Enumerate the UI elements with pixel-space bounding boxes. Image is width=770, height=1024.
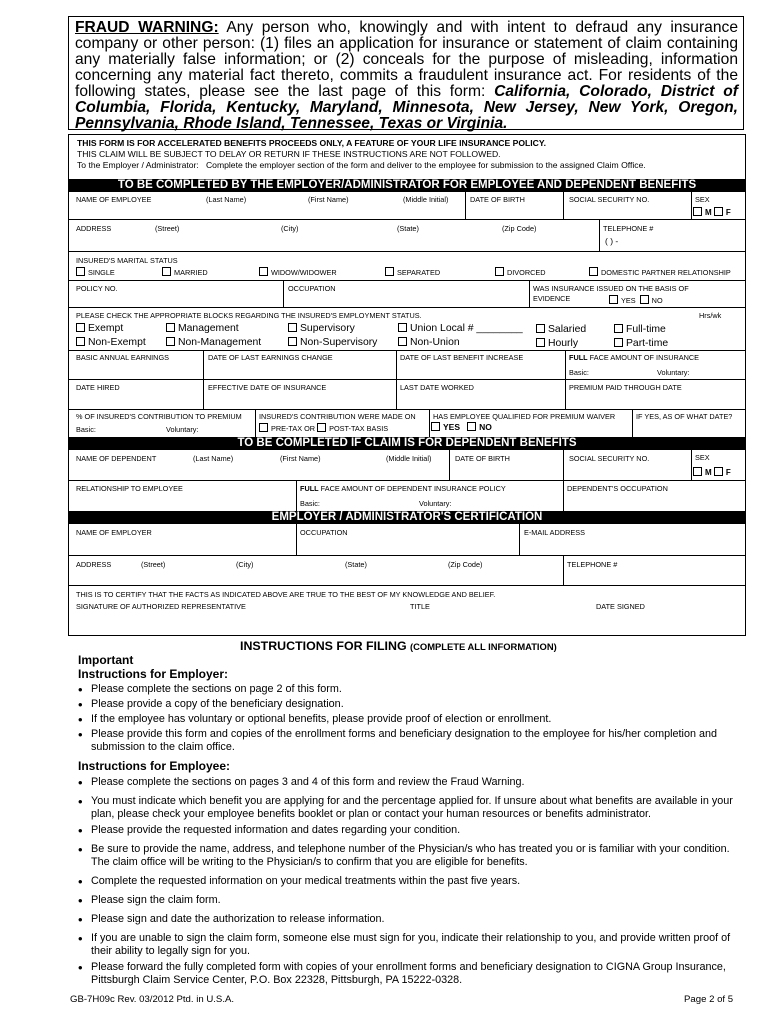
- cert-telephone-label: TELEPHONE #: [567, 560, 618, 569]
- sex-label: SEX: [695, 195, 710, 204]
- list-item: • Please provide a copy of the beneficiary designation.: [78, 698, 738, 711]
- list-item: • If you are unable to sign the claim form, someone else must sign for you, indicate their relationship to you, and provide written proof of their ability to legally sign for you.: [78, 932, 738, 958]
- street-label: (Street): [155, 224, 180, 233]
- single-checkbox[interactable]: [76, 267, 85, 276]
- marital-widow: WIDOW/WIDOWER: [259, 267, 337, 277]
- dep-full-face-label: FULL FACE AMOUNT OF DEPENDENT INSURANCE POLICY: [300, 484, 506, 493]
- non-union-checkbox[interactable]: [398, 337, 407, 346]
- zip-label: (Zip Code): [502, 224, 537, 233]
- phone-format: ( ) -: [605, 236, 619, 246]
- dep-sex-m-checkbox[interactable]: [693, 467, 702, 476]
- title-label: TITLE: [410, 602, 430, 611]
- fraud-warning-box: [68, 16, 744, 130]
- premium-paid-label: PREMIUM PAID THROUGH DATE: [569, 383, 682, 392]
- evidence-label-1: WAS INSURANCE ISSUED ON THE BASIS OF: [533, 284, 689, 293]
- hourly-checkbox[interactable]: [536, 338, 545, 347]
- waiver-no-checkbox[interactable]: [467, 422, 476, 431]
- sex-f-label: F: [725, 208, 731, 217]
- status-part-time: Part-time: [614, 338, 668, 348]
- pct-contribution-label: % OF INSURED'S CONTRIBUTION TO PREMIUM: [76, 412, 242, 421]
- status-non-union: Non-Union: [398, 337, 460, 347]
- contribution-basic-label: Basic:: [76, 425, 96, 434]
- full-time-checkbox[interactable]: [614, 324, 623, 333]
- employment-status-label: PLEASE CHECK THE APPROPRIATE BLOCKS REGARDING THE INSURED'S EMPLOYMENT STATUS.: [76, 311, 422, 320]
- qualified-waiver-label: HAS EMPLOYEE QUALIFIED FOR PREMIUM WAIVER: [433, 412, 616, 421]
- name-of-employee-label: NAME OF EMPLOYEE: [76, 195, 152, 204]
- evidence-label-2: EVIDENCE: [533, 294, 571, 303]
- evidence-no-checkbox[interactable]: [640, 295, 649, 304]
- employer-instructions-list: [78, 683, 738, 754]
- contribution-made-on-label: INSURED'S CONTRIBUTION WERE MADE ON: [259, 412, 416, 421]
- widow-checkbox[interactable]: [259, 267, 268, 276]
- dep-first-name-label: (First Name): [280, 454, 321, 463]
- page-number: Page 2 of 5: [684, 994, 734, 1005]
- last-date-worked-label: LAST DATE WORKED: [400, 383, 474, 392]
- certification-section-bar: EMPLOYER / ADMINISTRATOR'S CERTIFICATION: [69, 511, 745, 524]
- signature-label: SIGNATURE OF AUTHORIZED REPRESENTATIVE: [76, 602, 246, 611]
- evidence-yes-checkbox[interactable]: [609, 295, 618, 304]
- divorced-checkbox[interactable]: [495, 267, 504, 276]
- name-of-dependent-label: NAME OF DEPENDENT: [76, 454, 157, 463]
- full-face-amount-label: FULL FACE AMOUNT OF INSURANCE: [569, 353, 700, 362]
- dep-sex-f-checkbox[interactable]: [714, 467, 723, 476]
- status-union-local: Union Local # ________: [398, 323, 523, 333]
- list-item: • Complete the requested information on your medical treatments within the past five years.: [78, 875, 738, 888]
- name-of-employer-label: NAME OF EMPLOYER: [76, 528, 152, 537]
- marital-separated: SEPARATED: [385, 267, 440, 277]
- address-label: ADDRESS: [76, 224, 112, 233]
- non-management-checkbox[interactable]: [166, 337, 175, 346]
- date-of-birth-label: DATE OF BIRTH: [470, 195, 525, 204]
- sex-f-checkbox[interactable]: [714, 207, 723, 216]
- part-time-checkbox[interactable]: [614, 338, 623, 347]
- status-supervisory: Supervisory: [288, 323, 355, 333]
- form-header-line2: THIS CLAIM WILL BE SUBJECT TO DELAY OR RETURN IF THESE INSTRUCTIONS ARE NOT FOLLOWED.: [77, 149, 501, 159]
- union-local-checkbox[interactable]: [398, 323, 407, 332]
- first-name-label: (First Name): [308, 195, 349, 204]
- marital-divorced: DIVORCED: [495, 267, 546, 277]
- employee-instructions-heading: Instructions for Employee:: [78, 759, 231, 773]
- if-yes-date-label: IF YES, AS OF WHAT DATE?: [636, 412, 733, 421]
- date-last-earnings-change-label: DATE OF LAST EARNINGS CHANGE: [208, 353, 333, 362]
- supervisory-checkbox[interactable]: [288, 323, 297, 332]
- list-item: • Please sign and date the authorization to release information.: [78, 913, 738, 926]
- fraud-warning-text: Any person who, knowingly and with intent to defraud any insurance company or other person: (1) files an application for insurance or statement of claim containing any materially false information; or (2) conceals for the purpose of misleading, information concerning any material fact thereto, commits a fraudulent insurance act. For residents of the following states, please see the last page of this form:: [75, 19, 738, 100]
- status-salaried: Salaried: [536, 324, 586, 334]
- sex-m-label: M: [705, 208, 712, 217]
- non-supervisory-checkbox[interactable]: [288, 337, 297, 346]
- dependent-occupation-label: DEPENDENT'S OCCUPATION: [567, 484, 668, 493]
- certify-statement: THIS IS TO CERTIFY THAT THE FACTS AS INDICATED ABOVE ARE TRUE TO THE BEST OF MY KNOWLEDGE AND BELIEF.: [76, 590, 496, 599]
- list-item: • Please provide this form and copies of the enrollment forms and beneficiary designation to the employee for his/her completion and submission to the claim office.: [78, 728, 738, 754]
- non-exempt-checkbox[interactable]: [76, 337, 85, 346]
- status-management: Management: [166, 323, 239, 333]
- ssn-label: SOCIAL SECURITY NO.: [569, 195, 650, 204]
- employer-section-bar: TO BE COMPLETED BY THE EMPLOYER/ADMINISTRATOR FOR EMPLOYEE AND DEPENDENT BENEFITS: [69, 179, 745, 192]
- dep-last-name-label: (Last Name): [193, 454, 234, 463]
- important-heading: Important: [78, 653, 134, 667]
- list-item: • You must indicate which benefit you are applying for and the percentage applied for. If unsure about what benefits are available in your plan, please check your employee benefits booklet or plan or contact your human resources or benefits administrator.: [78, 795, 738, 821]
- dependent-section-bar: TO BE COMPLETED IF CLAIM IS FOR DEPENDENT BENEFITS: [69, 437, 745, 450]
- dep-basic-label: Basic:: [300, 499, 320, 508]
- list-item: • If the employee has voluntary or optional benefits, please provide proof of election or enrollment.: [78, 713, 738, 726]
- marital-domestic-partner: DOMESTIC PARTNER RELATIONSHIP: [589, 267, 731, 277]
- email-label: E-MAIL ADDRESS: [524, 528, 585, 537]
- marital-single: SINGLE: [76, 267, 115, 277]
- tax-basis-options: PRE-TAX OR POST-TAX BASIS: [259, 423, 388, 433]
- form-header: [69, 135, 745, 171]
- voluntary-label: Voluntary:: [657, 368, 690, 377]
- hrs-wk-label: Hrs/wk: [699, 311, 722, 320]
- cert-street-label: (Street): [141, 560, 166, 569]
- dep-sex-label: SEX: [695, 453, 710, 462]
- effective-date-label: EFFECTIVE DATE OF INSURANCE: [208, 383, 327, 392]
- middle-initial-label: (Middle Initial): [403, 195, 449, 204]
- telephone-label: TELEPHONE #: [603, 224, 654, 233]
- employer-instructions-heading: Instructions for Employer:: [78, 667, 229, 681]
- claim-form: [68, 134, 746, 636]
- occupation-label: OCCUPATION: [288, 284, 336, 293]
- last-name-label: (Last Name): [206, 195, 247, 204]
- marital-status-label: INSURED'S MARITAL STATUS: [76, 256, 178, 265]
- basic-annual-earnings-label: BASIC ANNUAL EARNINGS: [76, 353, 169, 362]
- list-item: • Please complete the sections on page 2 of this form.: [78, 683, 738, 696]
- status-full-time: Full-time: [614, 324, 666, 334]
- dep-ssn-label: SOCIAL SECURITY NO.: [569, 454, 650, 463]
- status-exempt: Exempt: [76, 323, 123, 333]
- waiver-yes-checkbox[interactable]: [431, 422, 440, 431]
- status-non-management: Non-Management: [166, 337, 261, 347]
- list-item: • Please forward the fully completed form with copies of your enrollment forms and beneficiary designation to CIGNA Group Insurance, Pittsburgh Claim Service Center, P.O. Box 22328, Pittsburgh, PA 15222-0328.: [78, 961, 738, 987]
- sex-m-checkbox[interactable]: [693, 207, 702, 216]
- state-label: (State): [397, 224, 419, 233]
- fraud-warning-states: California, Colorado, District of Columbia, Florida, Kentucky, Maryland, Minnesota, New Jersey, New York, Oregon, Pennsylvania, Rhode Island, Tennessee, Texas or Virginia.: [75, 83, 738, 132]
- pre-tax-checkbox[interactable]: [259, 423, 268, 432]
- relationship-label: RELATIONSHIP TO EMPLOYEE: [76, 484, 183, 493]
- post-tax-checkbox[interactable]: [317, 423, 326, 432]
- form-header-line3-label: To the Employer / Administrator:: [77, 160, 199, 170]
- policy-no-label: POLICY NO.: [76, 284, 118, 293]
- form-header-line1: THIS FORM IS FOR ACCELERATED BENEFITS PROCEEDS ONLY, A FEATURE OF YOUR LIFE INSURANCE POLICY.: [77, 138, 547, 148]
- list-item: • Please complete the sections on pages 3 and 4 of this form and review the Fraud Warning.: [78, 776, 738, 789]
- domestic-partner-checkbox[interactable]: [589, 267, 598, 276]
- married-checkbox[interactable]: [162, 267, 171, 276]
- date-hired-label: DATE HIRED: [76, 383, 120, 392]
- instructions-title: INSTRUCTIONS FOR FILING (COMPLETE ALL INFORMATION): [240, 639, 557, 653]
- date-last-benefit-increase-label: DATE OF LAST BENEFIT INCREASE: [400, 353, 524, 362]
- cert-state-label: (State): [345, 560, 367, 569]
- city-label: (City): [281, 224, 299, 233]
- list-item: • Be sure to provide the name, address, and telephone number of the Physician/s who has treated you or is familiar with your condition. The claim office will be writing to the Physician/s to confirm that you are eligible for benefits.: [78, 843, 738, 869]
- separated-checkbox[interactable]: [385, 267, 394, 276]
- sex-options: [693, 207, 731, 217]
- status-non-exempt: Non-Exempt: [76, 337, 146, 347]
- form-header-line3-text: Complete the employer section of the form and deliver to the employee for submission to the assigned Claim Office.: [205, 160, 646, 170]
- dep-date-of-birth-label: DATE OF BIRTH: [455, 454, 510, 463]
- fraud-warning-title: FRAUD WARNING:: [75, 19, 219, 36]
- cert-occupation-label: OCCUPATION: [300, 528, 348, 537]
- status-hourly: Hourly: [536, 338, 578, 348]
- employee-instructions-list: [78, 776, 738, 987]
- basic-label: Basic:: [569, 368, 589, 377]
- status-non-supervisory: Non-Supervisory: [288, 337, 377, 347]
- evidence-options: YES NO: [609, 295, 663, 305]
- list-item: • Please provide the requested information and dates regarding your condition.: [78, 824, 738, 837]
- dep-middle-initial-label: (Middle Initial): [386, 454, 432, 463]
- salaried-checkbox[interactable]: [536, 324, 545, 333]
- exempt-checkbox[interactable]: [76, 323, 85, 332]
- cert-city-label: (City): [236, 560, 254, 569]
- contribution-voluntary-label: Voluntary:: [166, 425, 199, 434]
- management-checkbox[interactable]: [166, 323, 175, 332]
- marital-married: MARRIED: [162, 267, 208, 277]
- waiver-options: YES NO: [431, 422, 492, 432]
- cert-zip-label: (Zip Code): [448, 560, 483, 569]
- dep-sex-options: M F: [693, 467, 731, 477]
- cert-address-label: ADDRESS: [76, 560, 112, 569]
- form-code: GB-7H09c Rev. 03/2012 Ptd. in U.S.A.: [70, 994, 235, 1005]
- list-item: • Please sign the claim form.: [78, 894, 738, 907]
- dep-voluntary-label: Voluntary:: [419, 499, 452, 508]
- date-signed-label: DATE SIGNED: [596, 602, 645, 611]
